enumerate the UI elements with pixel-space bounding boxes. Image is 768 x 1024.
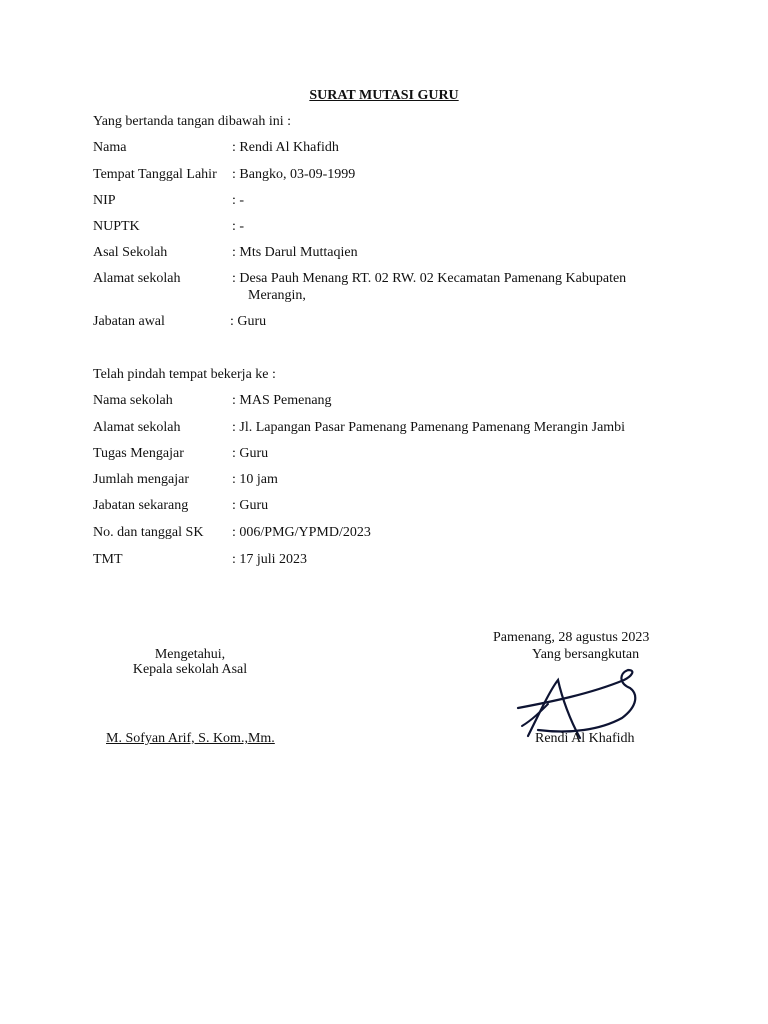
field-value-nip: : - bbox=[232, 193, 245, 208]
field-value-nama-sekolah: : MAS Pemenang bbox=[232, 393, 332, 408]
field-value-no-sk: : 006/PMG/YPMD/2023 bbox=[232, 525, 371, 540]
field-value-jumlah-mengajar: : 10 jam bbox=[232, 472, 278, 487]
field-value-jabatan-sekarang: : Guru bbox=[232, 498, 269, 513]
field-label-no-sk: No. dan tanggal SK bbox=[93, 525, 204, 540]
field-value-nuptk: : - bbox=[232, 219, 245, 234]
left-signer-line2: Kepala sekolah Asal bbox=[132, 662, 248, 677]
left-signer-line1: Mengetahui, bbox=[154, 647, 226, 662]
right-signer-role: Yang bersangkutan bbox=[532, 647, 640, 662]
field-value-nama: : Rendi Al Khafidh bbox=[232, 140, 339, 155]
intro-text: Yang bertanda tangan dibawah ini : bbox=[93, 114, 292, 129]
field-label-nuptk: NUPTK bbox=[93, 219, 140, 234]
field-value-alamat-tujuan: : Jl. Lapangan Pasar Pamenang Pamenang Pamenang Merangin Jambi bbox=[232, 420, 626, 435]
field-label-jumlah-mengajar: Jumlah mengajar bbox=[93, 472, 190, 487]
field-label-nama: Nama bbox=[93, 140, 127, 155]
transfer-intro-text: Telah pindah tempat bekerja ke : bbox=[93, 367, 276, 382]
field-value-jabatan-awal: : Guru bbox=[230, 314, 267, 329]
field-label-jabatan-awal: Jabatan awal bbox=[93, 314, 165, 329]
field-label-asal-sekolah: Asal Sekolah bbox=[93, 245, 168, 260]
field-label-nip: NIP bbox=[93, 193, 116, 208]
right-signer-name: Rendi Al Khafidh bbox=[535, 731, 635, 746]
field-value-tmt: : 17 juli 2023 bbox=[232, 552, 308, 567]
field-value-alamat-asal-cont: Merangin, bbox=[248, 288, 306, 303]
field-label-nama-sekolah: Nama sekolah bbox=[93, 393, 173, 408]
field-label-tugas-mengajar: Tugas Mengajar bbox=[93, 446, 184, 461]
field-label-ttl: Tempat Tanggal Lahir bbox=[93, 167, 217, 182]
field-label-jabatan-sekarang: Jabatan sekarang bbox=[93, 498, 189, 513]
left-signer-name: M. Sofyan Arif, S. Kom.,Mm. bbox=[106, 731, 275, 746]
field-label-tmt: TMT bbox=[93, 552, 123, 567]
field-label-alamat-tujuan: Alamat sekolah bbox=[93, 420, 181, 435]
field-value-alamat-asal: : Desa Pauh Menang RT. 02 RW. 02 Kecamatan Pamenang Kabupaten bbox=[232, 271, 627, 286]
field-value-asal-sekolah: : Mts Darul Muttaqien bbox=[232, 245, 358, 260]
letter-title: SURAT MUTASI GURU bbox=[309, 88, 459, 103]
field-value-tugas-mengajar: : Guru bbox=[232, 446, 269, 461]
field-label-alamat-asal: Alamat sekolah bbox=[93, 271, 181, 286]
place-date: Pamenang, 28 agustus 2023 bbox=[493, 630, 650, 645]
field-value-ttl: : Bangko, 03-09-1999 bbox=[232, 167, 356, 182]
